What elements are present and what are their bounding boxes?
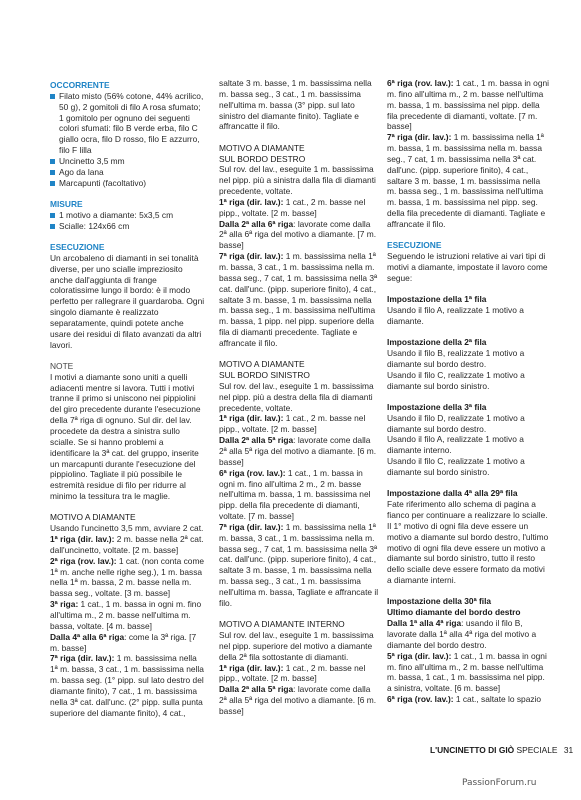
interno-instructions [219,630,379,717]
row-label: Dalla 2ª alla 5ª riga [219,684,294,695]
row-label: Dalla 2ª alla 6ª riga [219,218,294,229]
row-text: 1 cat., 1 m. bassa in ogni m. fino all'ultima m., 2 m. basse nell'ultima m. bassa, 1 cat., 1 m. bassissima nel pipp. a sinistra, voltate. [6 m. basse] [387,650,547,694]
section-heading: Impostazione dalla 4ª alla 29ª fila [387,488,518,499]
magazine-name: L'UNCINETTO DI GIÒ [430,745,515,755]
row-label: 6ª riga (rov. lav.): [219,467,286,478]
watermark: PassionForum.ru [462,778,537,788]
occorrente-heading: OCCORRENTE [50,80,110,90]
row-label: 6ª riga (rov. lav.): [387,694,454,705]
row-label: 2ª riga (rov. lav.): [50,555,117,566]
interno-heading: MOTIVO A DIAMANTE INTERNO [219,619,345,630]
row-text: Sul rov. del lav., eseguite 1 m. bassissima nel pipp. più a sinistra dalla fila di diamanti precedente, voltate. [219,164,376,197]
instruction-line [219,684,379,717]
column-left [50,80,205,718]
continued-paragraph: saltate 3 m. basse, 1 m. bassissima nella m. bassa seg., 3 cat., 1 m. bassissima nell'ultima m. bassa (3° pipp. sul lato sinistro del diamante finito). Tagliate e affrancatte il filo. [219,78,372,132]
row-label: 1ª riga (dir. lav.): [50,534,115,545]
bullet-item: 1 motivo a diamante: 5x3,5 cm [50,210,205,221]
occorrente-list [50,91,205,189]
section-line: Usando il filo A, realizzate 1 motivo a diamante interno. [387,434,524,456]
section-heading: Impostazione della 2ª fila [387,337,487,348]
esecuzione-paragraph: Un arcobaleno di diamanti in sei tonalità diverse, per uno scialle impreziosito anche dall'aggiunta di frange coloratissime lungo il bordo: è il modo perfetto per rallegrare il guardaroba. Ogni singolo diamante è realizzato separatamente, quindi potete anche usare dei residui di filato avanzati da altri lavori. [50,252,205,350]
bullet-item: Scialle: 124x66 cm [50,221,205,232]
row-text: 1 m. bassissima nella 1ª m. bassa, 3 cat., 1 m. bassissima nella m. bassa seg., 7 cat, 1 m. bassissima nella 3ª cat. dall'unc. (pipp. superiore finito), 4 cat., saltate 3 m. basse, 1 m. bassissima nella m. bassa seg., 3 cat., 1 m. bassissima nell'ultima m. bassa, Tagliate e affrancate il filo. [219,521,379,608]
row-text: Usando l'uncinetto 3,5 mm, avviare 2 cat. [50,523,204,534]
row-label: 7ª riga (dir. lav.): [219,251,284,262]
sinistro-instructions [219,381,379,609]
instruction-line [219,468,379,522]
bullet-item: Ago da lana [50,167,205,178]
row-label: 5ª riga (dir. lav.): [387,650,452,661]
row-text: 1 cat., 2 m. basse nel pipp., voltate. [2 m. basse] [219,196,366,218]
instruction-line [50,534,205,556]
sinistro-heading: MOTIVO A DIAMANTE [219,359,305,370]
instruction-line [219,197,379,219]
row-label: 7ª riga (dir. lav.): [219,521,284,532]
instruction-line [50,523,205,534]
instruction-line [387,694,549,705]
row-label: 1ª riga (dir. lav.): [219,413,284,424]
misure-heading: MISURE [50,198,83,209]
row-text: : usando il filo B, lavorate dalla 1ª alla 4ª riga del motivo a diamante del bordo destro. [387,618,537,650]
instruction-line [219,251,379,349]
bullet-item: Filato misto (56% cotone, 44% acrilico, 50 g), 2 gomitoli di filo A rosa sfumato; 1 gomitolo per ognuno dei seguenti colori sfumati: filo B verde erba, filo C giallo ocra, filo D rosso, filo E azzurro, filo F lilla [50,91,205,156]
section-line: Usando il filo B, realizzate 1 motivo a diamante sul bordo destro. [387,348,525,369]
row-text: : come la 3ª riga. [7 m. basse] [50,631,197,653]
s30-subheading: Ultimo diamante del bordo destro [387,607,521,618]
row-text: 1 cat., 1 m. bassa in ogni m. fino all'ultima 2 m., 2 m. basse nell'ultima m. bassa, 1 m. bassissima nel pipp. della fila precedente di diamanti, voltate. [7 m. basse] [219,467,371,522]
motivo-instructions [50,523,205,718]
section-line: Fate riferimento allo schema di pagina a fianco per continuare a realizzare lo scialle. Il 1° motivo di ogni fila deve essere un motivo a diamante sul bordo destro, l'ultimo motivo di ogni fila deve essere un motivo a diamante sul bordo sinistro, tutto il resto dello scialle deve essere formato da motivi a diamante interni. [387,499,549,586]
misure-list [50,210,205,232]
instruction-line [387,132,549,230]
row-label: Dalla 1ª alla 4ª riga [387,618,462,629]
row-text: 1 cat., 2 m. basse nel pipp., voltate. [2 m. basse] [219,662,366,684]
impostazione-sections [387,284,549,597]
row-text: 1 m. bassissima nella 1ª m. bassa, 3 cat., 1 m. bassissima nella m. bassa seg. (1° pipp. sul lato destro del diamante finito), 7 cat., 1 m. bassissima nella 3ª cat. dall'unc. (2° pipp. sulla punta superiore del diamante finito), 4 cat., [50,653,204,718]
page-number: 31 [563,745,574,755]
row-text: 1 cat., saltate lo spazio [453,694,542,705]
instruction-line [219,413,379,435]
row-text: Sul rov. del lav., eseguite 1 m. bassissima nel pipp. più a destra della fila di diamanti precedente, voltate. [219,380,374,413]
section-line: Usando il filo C, realizzate 1 motivo a diamante sul bordo sinistro. [387,369,525,391]
motivo-heading: MOTIVO A DIAMANTE [50,512,136,523]
instruction-line [50,599,205,632]
column-right [387,78,549,705]
row-text: : lavorate come dalla 2ª alla 5ª riga del motivo a diamante. [6 m. basse] [219,435,377,467]
row-text: 1 cat., 1 m. bassa in ogni m. fino all'ultima m., 2 m. basse nell'ultima m. bassa, voltate. [4 m. basse] [50,599,202,631]
row-label: 1ª riga (dir. lav.): [219,196,284,207]
row-label: Dalla 2ª alla 5ª riga [219,435,294,446]
s30-heading: Impostazione della 30ª fila [387,596,492,607]
instruction-line [219,381,379,414]
instruction-line [387,651,549,694]
instruction-line [219,219,379,252]
row-label: 3ª riga: [50,599,79,610]
destro-subheading: SUL BORDO DESTRO [219,153,306,164]
esecuzione-intro: Seguendo le istruzioni relative ai vari tipi di motivi a diamante, impostate il lavoro come segue: [387,251,548,283]
instruction-line [50,653,205,718]
row-text: 2 m. basse nella 2ª cat. dall'uncinetto, voltate. [2 m. basse] [50,534,204,555]
s30-instructions [387,618,549,705]
row-instructions [387,78,549,230]
destro-instructions [219,164,379,348]
page-footer [430,745,573,755]
row-text: 1 m. bassissima nella 1ª m. bassa, 3 cat., 1 m. bassissima nella m. bassa seg., 7 cat, 1 m. bassissima nella 3ª cat. dall'unc. (pipp. superiore finito), 4 cat., saltate 3 m. basse, 1 m. bassissima nella m. bassa seg., 1 m. bassissima nell'ultima m. bassa, 1 pipp. nel pipp. superiore della fila di diamanti precedente. Tagliate e affrancate il filo. [219,251,378,348]
instruction-line [387,78,549,132]
instruction-line [387,618,549,651]
row-label: 7ª riga (dir. lav.): [50,653,115,664]
instruction-line [219,663,379,685]
esecuzione-heading-2: ESECUZIONE [387,240,442,251]
instruction-line [219,164,379,197]
row-label: 6ª riga (rov. lav.): [387,78,454,88]
section-heading: Impostazione della 1ª fila [387,294,487,305]
instruction-line [50,556,205,599]
row-label: Dalla 4ª alla 6ª riga [50,631,125,642]
row-text: 1 cat., 2 m. basse nel pipp., voltate. [2 m. basse] [219,413,366,435]
section-line: Usando il filo C, realizzate 1 motivo a diamante sul bordo sinistro. [387,456,525,477]
note-paragraph: I motivi a diamante sono uniti a quelli adiacenti mentre si lavora. Tutti i motivi tranne il primo si uniscono nei pippiolini del giro precedente durante l'esecuzione della 7ª riga di ognuno. Sul dir. del lav. procedete da destra a sinistra sullo scialle. Se si hanno problemi a identificare la 3ª cat. del gruppo, inserite un marcapunti durante l'esecuzione del pippiolino. Tagliate il più possibile le estremità residue di filo per ridurre al minimo la tessitura tra le maglie. [50,371,201,502]
magazine-section: SPECIALE [516,745,558,755]
row-text: Sul rov. del lav., eseguite 1 m. bassissima nel pipp. superiore del motivo a diamante della 2ª fila sottostante di diamanti. [219,630,374,662]
column-middle [219,78,379,717]
sinistro-subheading: SUL BORDO SINISTRO [219,370,310,381]
section-line: Usando il filo A, realizzate 1 motivo a diamante. [387,305,524,326]
section-line: Usando il filo D, realizzate 1 motivo a diamante sul bordo destro. [387,412,525,434]
bullet-item: Marcapunti (facoltativo) [50,178,205,189]
instruction-line [50,632,205,654]
section-heading: Impostazione della 3ª fila [387,401,487,412]
esecuzione-heading: ESECUZIONE [50,241,105,252]
instruction-line [219,435,379,468]
bullet-item: Uncinetto 3,5 mm [50,156,205,167]
row-label: 7ª riga (dir. lav.): [387,132,452,143]
note-heading: NOTE [50,360,74,371]
row-text: 1 cat. (non conta come 1ª m. anche nelle righe seg.), 1 m. bassa nella 1ª m. bassa, 2 m. basse nella m. bassa seg., voltate. [3 m. basse] [50,555,205,599]
row-text: : lavorate come dalla 2ª alla 6ª riga del motivo a diamante. [7 m. basse] [219,218,377,251]
row-label: 1ª riga (dir. lav.): [219,662,284,673]
instruction-line [219,522,379,609]
row-text: 1 m. bassissima nella 1ª m. bassa, 1 m. bassissima nella m. bassa seg., 7 cat, 1 m. bassissima nella 3ª cat. dall'unc. (pipp. superiore finito), 4 cat., saltare 3 m. basse, 1 m. bassissima nella m. bassa seg., 1 m. bassissima nell'ultima m. bassa, 1 m. bassissima nel pipp. seg. della fila precedente di diamanti. Tagliate e affrancate il filo. [387,132,546,229]
row-text: : lavorate come dalla 2ª alla 5ª riga del motivo a diamante. [6 m. basse] [219,684,377,716]
instruction-line [219,630,379,663]
row-text: 1 cat., 1 m. bassa in ogni m. fino all'ultima m., 2 m. basse nell'ultima m. bassa, 1 m. bassissima nel pipp. della fila precedente di diamanti, voltate. [7 m. basse] [387,78,549,132]
destro-heading: MOTIVO A DIAMANTE [219,142,305,153]
